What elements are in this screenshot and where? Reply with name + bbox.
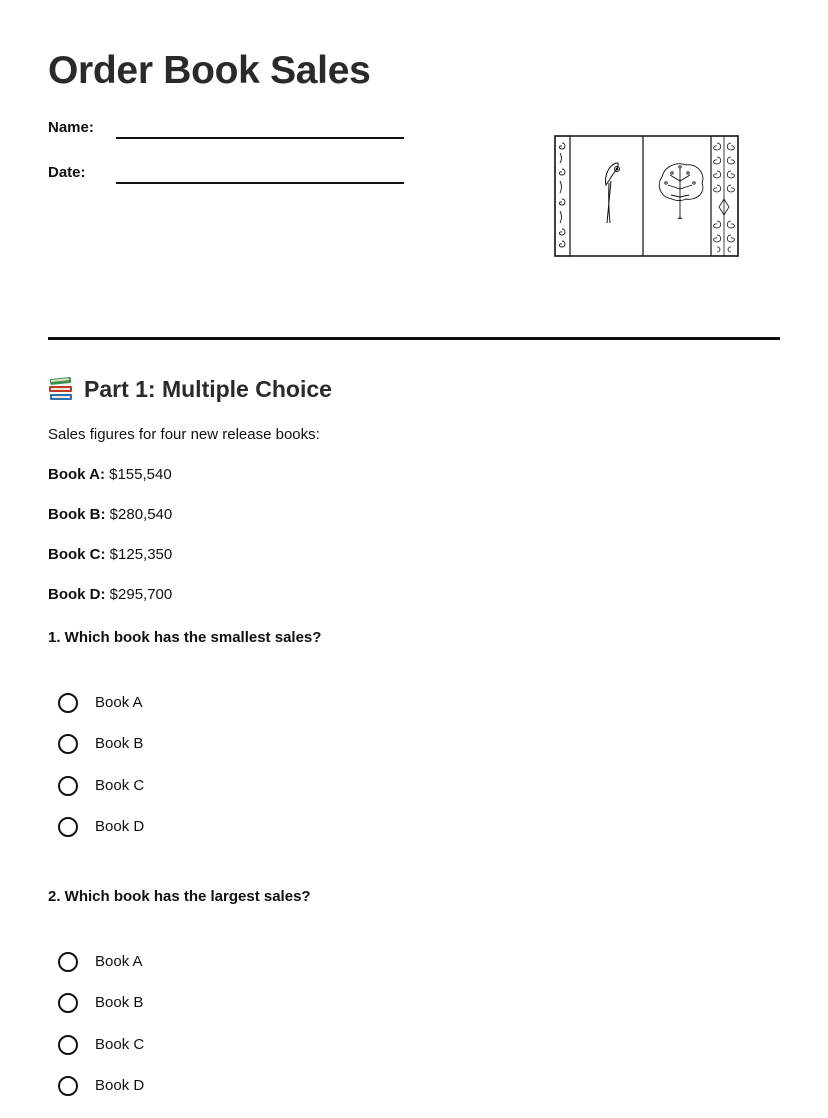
question-2-prompt: 2. Which book has the largest sales? <box>48 888 311 905</box>
q2-option-book-a[interactable] <box>58 950 143 974</box>
option-label: Book B <box>95 735 144 752</box>
q1-option-book-b[interactable] <box>58 732 143 756</box>
name-label: Name: <box>48 119 94 136</box>
intro-text: Sales figures for four new release books: <box>48 426 320 443</box>
q2-option-book-d[interactable] <box>58 1074 144 1098</box>
part1-title: Part 1: Multiple Choice <box>84 375 332 402</box>
radio-button[interactable] <box>58 693 78 713</box>
option-label: Book C <box>95 1036 145 1053</box>
radio-button[interactable] <box>58 734 78 754</box>
option-label: Book D <box>95 818 145 835</box>
option-label: Book A <box>95 953 143 970</box>
worksheet-page <box>48 0 780 1118</box>
section-divider <box>48 337 780 340</box>
radio-button[interactable] <box>58 1035 78 1055</box>
sales-item-book-c <box>48 545 172 565</box>
sales-item-value: $155,540 <box>109 466 172 483</box>
sales-item-value: $125,350 <box>109 546 173 563</box>
option-label: Book B <box>95 994 144 1011</box>
date-label: Date: <box>48 164 86 181</box>
option-label: Book C <box>95 777 145 794</box>
question-1-prompt: 1. Which book has the smallest sales? <box>48 629 322 646</box>
radio-button[interactable] <box>58 817 78 837</box>
sales-item-book-a <box>48 465 172 485</box>
sales-item-label: Book B: <box>48 506 106 523</box>
q2-option-book-b[interactable] <box>58 991 143 1015</box>
radio-button[interactable] <box>58 776 78 796</box>
radio-button[interactable] <box>58 1076 78 1096</box>
option-label: Book D <box>95 1077 145 1094</box>
page-title: Order Book Sales <box>48 49 371 92</box>
sales-item-value: $280,540 <box>109 506 173 523</box>
sales-item-label: Book A: <box>48 466 105 483</box>
date-input-line[interactable] <box>116 182 404 184</box>
sales-item-book-d <box>48 585 172 605</box>
name-input-line[interactable] <box>116 137 404 139</box>
option-label: Book A <box>95 694 143 711</box>
q1-option-book-a[interactable] <box>58 691 143 715</box>
q1-option-book-d[interactable] <box>58 815 144 839</box>
name-field <box>48 118 408 142</box>
sales-item-book-b <box>48 505 172 525</box>
part1-heading <box>48 374 332 404</box>
decorative-book-illustration <box>554 133 740 258</box>
sales-item-label: Book C: <box>48 546 106 563</box>
q1-option-book-c[interactable] <box>58 774 144 798</box>
q2-option-book-c[interactable] <box>58 1033 144 1057</box>
sales-item-label: Book D: <box>48 586 106 603</box>
radio-button[interactable] <box>58 952 78 972</box>
sales-item-value: $295,700 <box>109 586 173 603</box>
radio-button[interactable] <box>58 993 78 1013</box>
books-icon <box>48 375 74 403</box>
date-field <box>48 163 408 187</box>
